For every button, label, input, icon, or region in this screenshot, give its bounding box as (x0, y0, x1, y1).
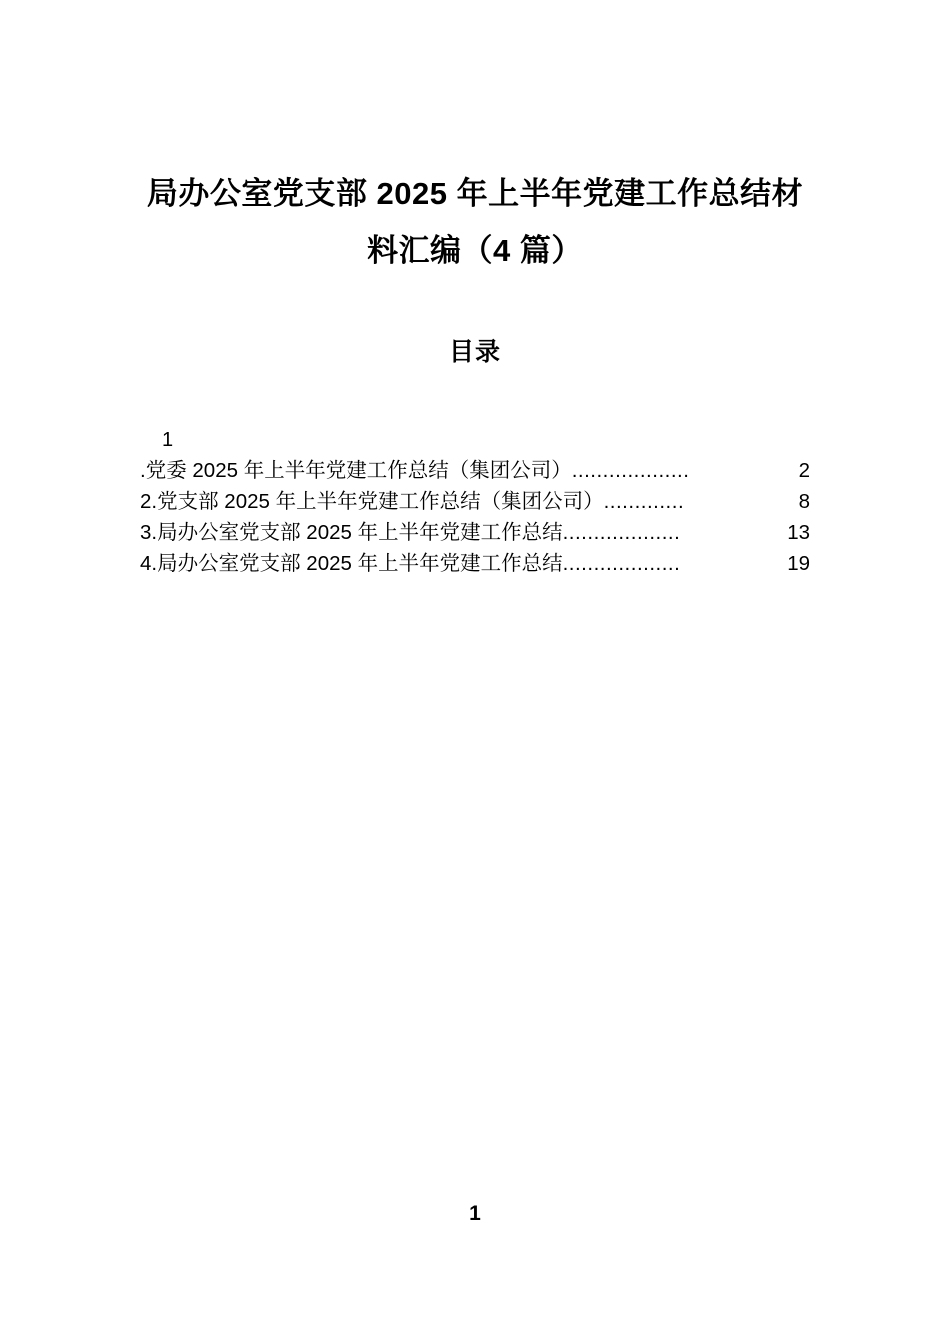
toc-entry-page: 2 (798, 458, 810, 482)
table-of-contents (140, 426, 810, 580)
toc-entry-3[interactable] (140, 517, 810, 548)
toc-entry-page: 8 (798, 489, 810, 513)
toc-entry-1[interactable] (140, 455, 810, 486)
toc-entry-page: 13 (787, 521, 810, 544)
toc-entry-leader: ................... (562, 521, 681, 544)
toc-entry-2[interactable] (140, 486, 810, 517)
toc-first-entry-number: 1 (162, 428, 174, 451)
toc-entry-label: 2.党支部 2025 年上半年党建工作总结（集团公司） (140, 489, 604, 513)
toc-entry-4[interactable] (140, 548, 810, 579)
toc-entry-leader: ............. (603, 489, 685, 513)
page-title: 局办公室党支部 2025 年上半年党建工作总结材料汇编（4 篇） (146, 176, 804, 269)
toc-entry-leader: ................... (571, 458, 690, 482)
table-of-contents-heading: 目录 (448, 337, 501, 366)
toc-entry-label: .党委 2025 年上半年党建工作总结（集团公司） (140, 458, 572, 482)
footer-page-number: 1 (469, 1202, 481, 1225)
toc-entry-leader: ................... (562, 552, 681, 576)
toc-entry-label: 4.局办公室党支部 2025 年上半年党建工作总结 (140, 552, 563, 576)
toc-entry-label: 3.局办公室党支部 2025 年上半年党建工作总结 (140, 521, 563, 544)
toc-entry-page: 19 (787, 552, 810, 576)
